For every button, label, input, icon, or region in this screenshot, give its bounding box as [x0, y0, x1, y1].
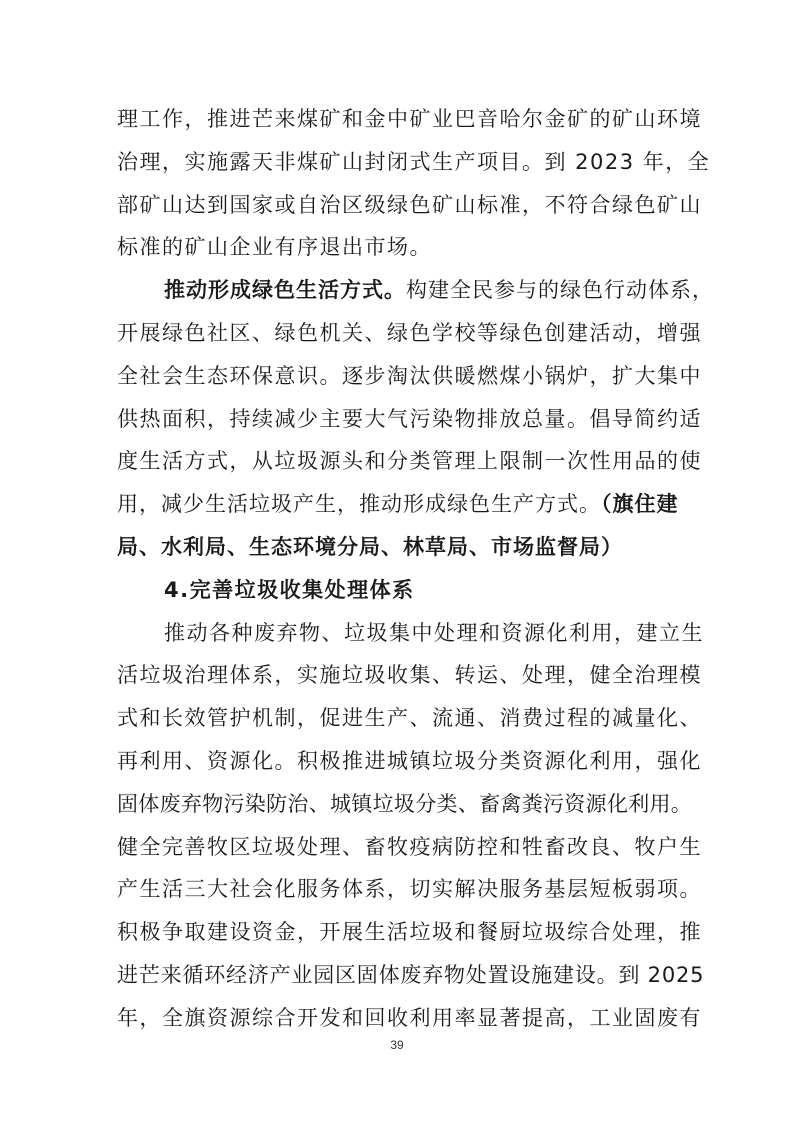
- paragraph-line: [117, 269, 714, 312]
- paragraph-line: 度生活方式，从垃圾源头和分类管理上限制一次性用品的使: [117, 449, 702, 474]
- paragraph-line: 治理，实施露天非煤矿山封闭式生产项目。到 2023 年，全: [117, 149, 711, 174]
- paragraph-line: 供热面积，持续减少主要大气污染物排放总量。倡导简约适: [117, 406, 702, 431]
- paragraph-line: 理工作，推进芒来煤矿和金中矿业巴音哈尔金矿的矿山环境: [117, 107, 702, 131]
- paragraph-line: 部矿山达到国家或自治区级绿色矿山标准，不符合绿色矿山: [117, 192, 702, 217]
- paragraph-line: 活垃圾治理体系，实施垃圾收集、转运、处理，健全治理模: [117, 663, 702, 688]
- paragraph-line: 开展绿色社区、绿色机关、绿色学校等绿色创建活动，增强: [117, 320, 702, 345]
- document-body: [117, 98, 714, 1040]
- responsible-departments: 局、水利局、生态环境分局、林草局、市场监督局）: [117, 534, 623, 559]
- paragraph-text: 用，减少生活垃圾产生，推动形成绿色生产方式。: [117, 492, 601, 517]
- paragraph-line: 标准的矿山企业有序退出市场。: [117, 235, 432, 260]
- paragraph-line: 推动各种废弃物、垃圾集中处理和资源化利用，建立生: [164, 620, 704, 645]
- responsible-departments: （旗住建: [601, 492, 679, 517]
- paragraph-line: 再利用、资源化。积极推进城镇垃圾分类资源化利用，强化: [117, 748, 702, 773]
- section-heading: 4.完善垃圾收集处理体系: [164, 577, 415, 602]
- paragraph-line: [117, 483, 682, 526]
- paragraph-line: 年，全旗资源综合开发和回收利用率显著提高，工业固废有: [117, 1005, 702, 1030]
- paragraph-heading: 推动形成绿色生活方式。: [164, 278, 406, 303]
- paragraph-line: 全社会生态环保意识。逐步淘汰供暖燃煤小锅炉，扩大集中: [117, 363, 702, 388]
- paragraph-line: 进芒来循环经济产业园区固体废弃物处置设施建设。到 2025: [117, 962, 705, 987]
- paragraph-line: 健全完善牧区垃圾处理、畜牧疫病防控和牲畜改良、牧户生: [117, 834, 702, 859]
- paragraph-text: 构建全民参与的绿色行动体系，: [406, 278, 714, 303]
- paragraph-line: 产生活三大社会化服务体系，切实解决服务基层短板弱项。: [117, 877, 702, 902]
- paragraph-line: 固体废弃物污染防治、城镇垃圾分类、畜禽粪污资源化利用。: [117, 791, 693, 816]
- paragraph-line: 积极争取建设资金，开展生活垃圾和餐厨垃圾综合处理，推: [117, 920, 702, 945]
- page-number: 39: [390, 1038, 404, 1052]
- paragraph-line: 式和长效管护机制，促进生产、流通、消费过程的减量化、: [117, 706, 702, 731]
